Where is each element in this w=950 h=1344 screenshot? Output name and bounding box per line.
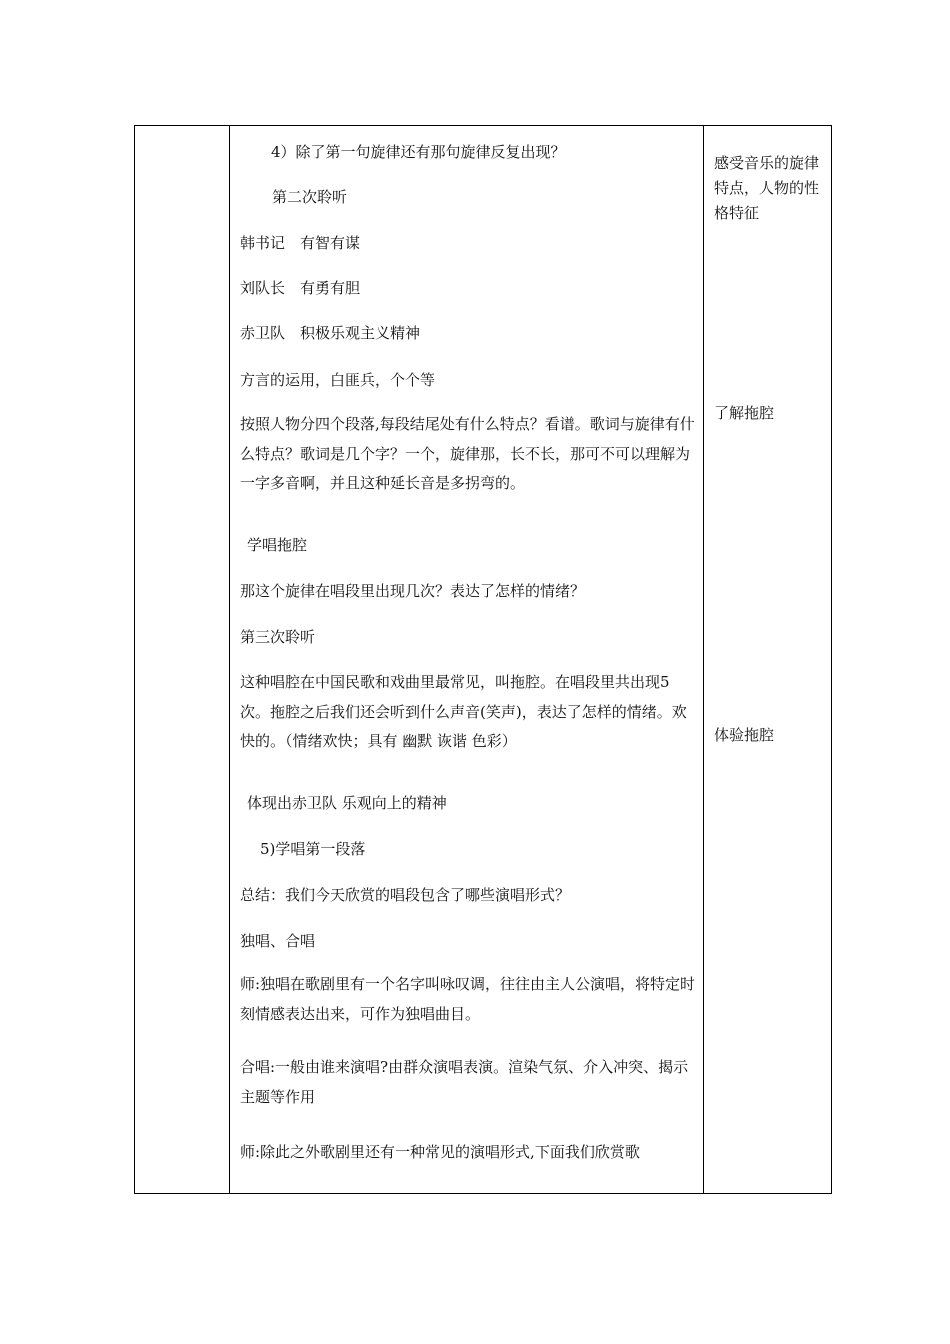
- dialect-usage: 方言的运用，白匪兵，个个等: [240, 371, 436, 389]
- character-liu: 刘队长 有勇有胆: [240, 279, 361, 297]
- drawl-question: 那这个旋律在唱段里出现几次？表达了怎样的情绪？: [240, 582, 586, 600]
- spirit-summary: 体现出赤卫队 乐观向上的精神: [247, 794, 447, 812]
- design-intent-column: [704, 126, 831, 1193]
- chorus-explanation: 合唱:一般由谁来演唱?由群众演唱表演。渲染气氛、介入冲突、揭示主题等作用: [240, 1058, 689, 1106]
- summary-question: 总结：我们今天欣赏的唱段包含了哪些演唱形式？: [240, 886, 571, 904]
- second-listening: 第二次聆听: [272, 188, 348, 206]
- question-4: 4）除了第一句旋律还有那句旋律反复出现？: [271, 143, 566, 161]
- teaching-process-column: [230, 126, 704, 1193]
- character-han: 韩书记 有智有谋: [240, 234, 361, 252]
- intent-feel-melody: 感受音乐的旋律特点，人物的性格特征: [714, 154, 820, 222]
- left-column: [135, 126, 230, 1193]
- lesson-table: [134, 125, 832, 1194]
- intent-experience-drawl: 体验拖腔: [714, 726, 775, 744]
- learn-first-section: 5)学唱第一段落: [260, 840, 366, 858]
- teacher-transition: 师:除此之外歌剧里还有一种常见的演唱形式,下面我们欣赏歌: [240, 1143, 640, 1161]
- character-chiweidui: 赤卫队 积极乐观主义精神: [240, 324, 421, 342]
- intent-understand-drawl: 了解拖腔: [714, 404, 775, 422]
- solo-explanation: 师:独唱在歌剧里有一个名字叫咏叹调，往往由主人公演唱，将特定时刻情感表达出来，可作为独唱曲目。: [240, 975, 696, 1023]
- third-listening: 第三次聆听: [240, 628, 316, 646]
- solo-chorus: 独唱、合唱: [240, 932, 316, 950]
- drawl-explanation: 这种唱腔在中国民歌和戏曲里最常见，叫拖腔。在唱段里共出现5次。拖腔之后我们还会听到什么声音(笑声)，表达了怎样的情绪。欢快的。（情绪欢快；具有 幽默 诙谐 色彩）: [240, 673, 687, 750]
- paragraph-structure-text: 按照人物分四个段落,每段结尾处有什么特点？看谱。歌词与旋律有什么特点？歌词是几个字？一个，旋律那，长不长，那可不可以理解为一字多音啊，并且这种延长音是多拐弯的。: [240, 415, 695, 492]
- learn-drawl: 学唱拖腔: [247, 536, 308, 554]
